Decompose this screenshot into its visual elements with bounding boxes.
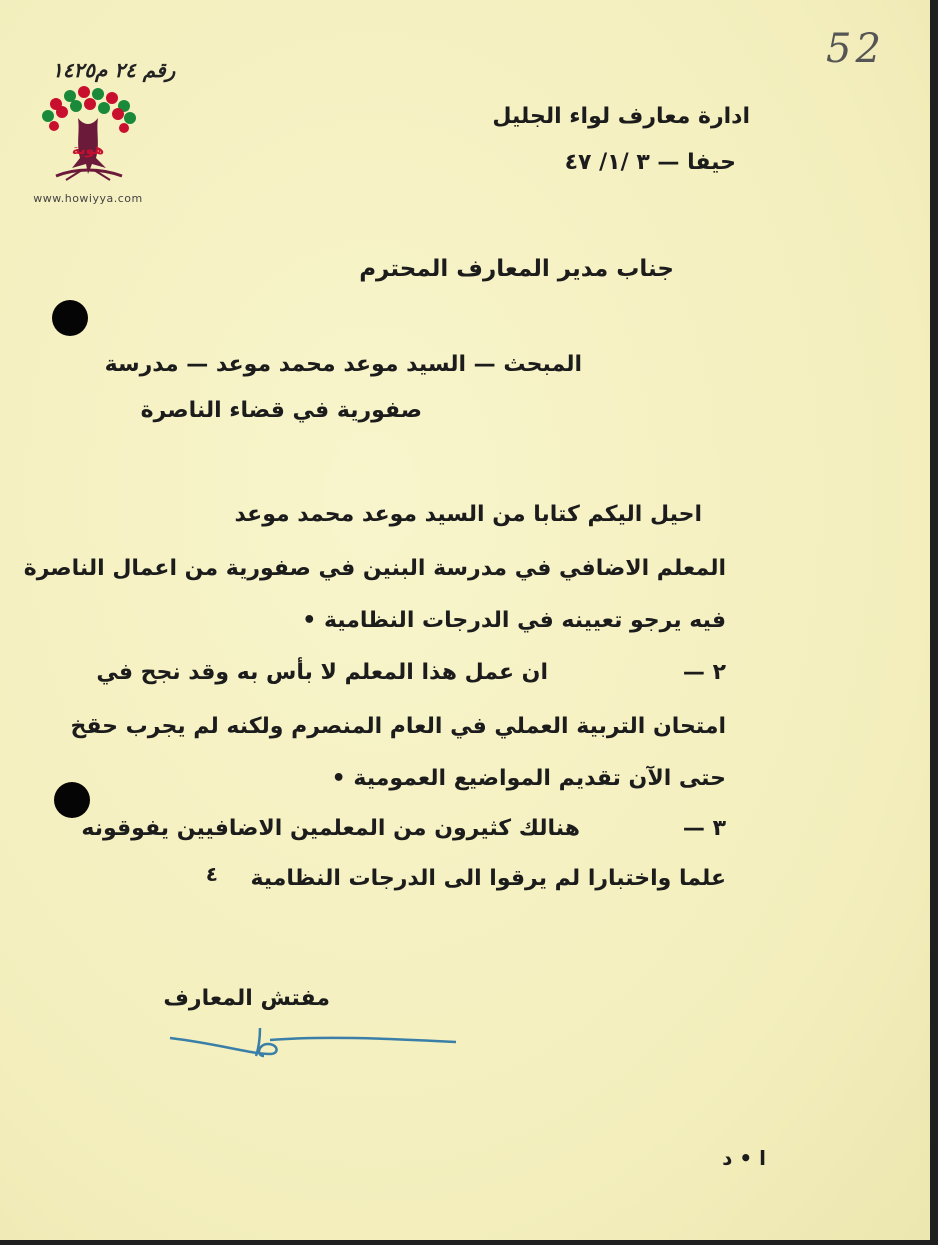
body-p1-line-3: فيه يرجو تعيينه في الدرجات النظامية • bbox=[302, 608, 726, 633]
body-p2-line-1: ان عمل هذا المعلم لا بأس به وقد نجح في bbox=[96, 660, 548, 685]
body-p2-number: ٢ — bbox=[682, 660, 726, 685]
punch-hole-top bbox=[52, 300, 88, 336]
subject-line-1: المبحث — السيد موعد محمد موعد — مدرسة bbox=[104, 352, 582, 377]
footer-initials: ا • د bbox=[722, 1146, 766, 1170]
body-p3-line-1: هنالك كثيرون من المعلمين الاضافيين يفوقونه bbox=[81, 816, 580, 841]
body-p3-end-mark: ٤ bbox=[205, 862, 218, 886]
handwritten-signature-icon bbox=[160, 1010, 460, 1070]
signature-title: مفتش المعارف bbox=[163, 986, 330, 1011]
body-p3-number: ٣ — bbox=[682, 816, 726, 841]
body-p2-line-3: حتى الآن تقديم المواضيع العمومية • bbox=[331, 766, 726, 791]
body-p1-line-1: احيل اليكم كتابا من السيد موعد محمد موعد bbox=[234, 502, 702, 527]
page-number: 52 bbox=[826, 26, 885, 72]
body-p2-line-2: امتحان التربية العملي في العام المنصرم ولكنه لم يجرب حقخ bbox=[70, 714, 726, 739]
subject-line-2: صفورية في قضاء الناصرة bbox=[140, 398, 422, 423]
watermark-url: www.howiyya.com bbox=[33, 192, 143, 205]
place-date: حيفا — ٣ /١/ ٤٧ bbox=[564, 150, 736, 175]
department-name: ادارة معارف لواء الجليل bbox=[492, 104, 750, 129]
punch-hole-bottom bbox=[54, 782, 90, 818]
logo-text: هوية bbox=[71, 142, 105, 158]
addressee: جناب مدير المعارف المحترم bbox=[359, 256, 674, 282]
reference-number: رقم ٢٤ م١٤٢٥ bbox=[52, 58, 176, 82]
body-p3-line-2: علما واختبارا لم يرقوا الى الدرجات النظامية bbox=[250, 866, 726, 891]
body-p1-line-2: المعلم الاضافي في مدرسة البنين في صفورية من اعمال الناصرة bbox=[23, 556, 726, 581]
